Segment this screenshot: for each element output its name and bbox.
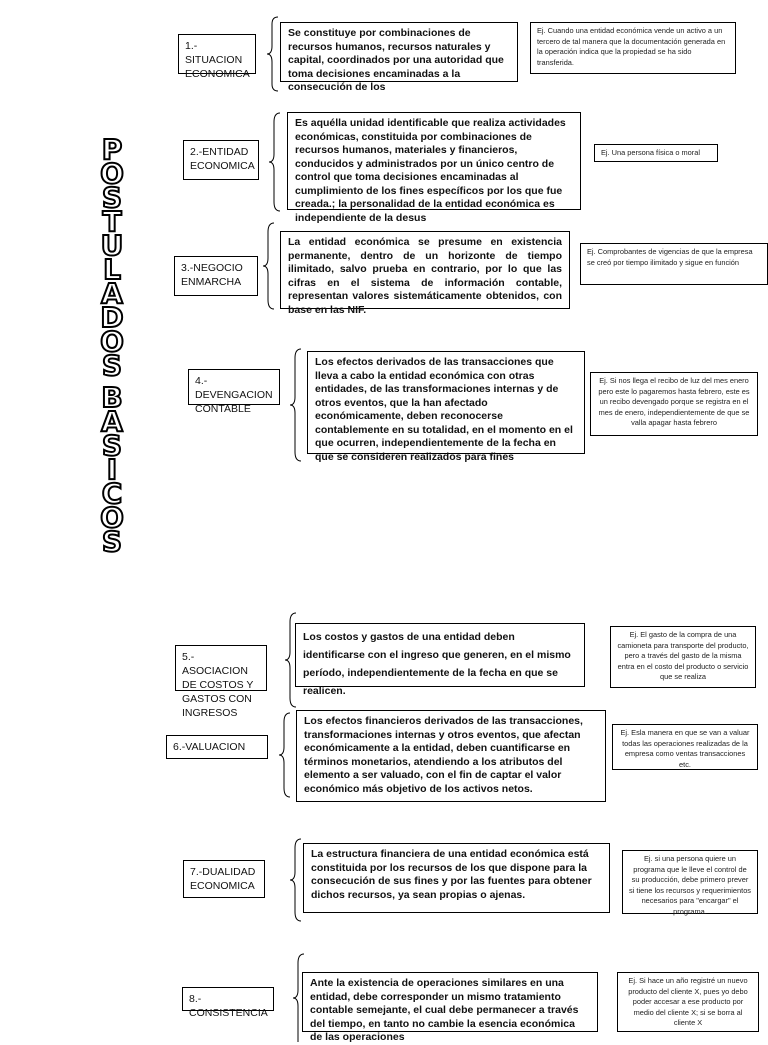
- curly-brace: [278, 712, 292, 798]
- title-letter: S: [101, 525, 123, 558]
- postulado-label: 6.-VALUACION: [166, 735, 268, 759]
- title-letter: A: [101, 277, 123, 310]
- title-letter: S: [101, 429, 123, 462]
- title-letter: U: [100, 229, 124, 262]
- title-letter: D: [100, 301, 124, 334]
- postulado-example: Ej. Una persona física o moral: [594, 144, 718, 162]
- title-letter: O: [100, 325, 124, 358]
- postulado-definition: Los costos y gastos de una entidad deben identificarse con el ingreso que generen, en el mismo período, independientemente de la fecha en que se realicen.: [295, 623, 585, 687]
- title-letter: L: [103, 253, 121, 286]
- postulado-label: 4.-DEVENGACION CONTABLE: [188, 369, 280, 405]
- vertical-title: [88, 133, 136, 558]
- title-letter: C: [101, 477, 123, 510]
- postulado-example: Ej. El gasto de la compra de una camioneta para transporte del producto, pero a través del gasto de la misma entra en el costo del producto o servicio que se realiza: [610, 626, 756, 688]
- curly-brace: [289, 348, 303, 462]
- title-letter: O: [100, 501, 124, 534]
- postulado-definition: Los efectos financieros derivados de las transacciones, transformaciones internas y otros eventos, que afectan económicamente a la entidad, deben cuantificarse en términos monetarios, atendiendo a los atributos del elemento a ser valuado, con el fin de captar el valor económico más objetivo de los activos netos.: [296, 710, 606, 802]
- postulado-example: Ej. Esla manera en que se van a valuar todas las operaciones realizadas de la empresa como ventas transacciones etc.: [612, 724, 758, 770]
- title-letter: B: [101, 381, 123, 414]
- postulado-definition: La estructura financiera de una entidad económica está constituida por los recursos de los que dispone para la consecución de sus fines y por las fuentes para obtener dichos recursos, ya sean propias o ajenas.: [303, 843, 610, 913]
- title-letter: I: [106, 453, 118, 486]
- postulado-label: 3.-NEGOCIO ENMARCHA: [174, 256, 258, 296]
- postulado-label: 5.-ASOCIACION DE COSTOS Y GASTOS CON INGRESOS: [175, 645, 267, 691]
- postulado-definition: La entidad económica se presume en existencia permanente, dentro de un horizonte de tiempo ilimitado, salvo prueba en contrario, por lo que las cifras en el sistema de información contable, representan valores sistemáticamente obtenidos, con base en las NIF.: [280, 231, 570, 309]
- postulado-label: 1.-SITUACION ECONOMICA: [178, 34, 256, 74]
- postulado-definition: Se constituye por combinaciones de recursos humanos, recursos naturales y capital, coordinados por una autoridad que toma decisiones encaminadas a la consecución de los: [280, 22, 518, 82]
- postulado-definition: Es aquélla unidad identificable que realiza actividades económicas, constituida por combinaciones de recursos humanos, materiales y financieros, conducidos y administrados por un único centro de control que toma decisiones encaminadas al cumplimiento de los fines específicos por los que fue creada.; la personalidad de la entidad económica es independiente de la desus: [287, 112, 581, 210]
- postulado-example: Ej. si una persona quiere un programa que le lleve el control de su producción, debe primero prever si tiene los recursos y requerimientos necesarios para "encargar" el programa.: [622, 850, 758, 914]
- curly-brace: [262, 222, 276, 310]
- curly-brace: [289, 838, 303, 922]
- postulado-example: Ej. Si hace un año registré un nuevo producto del cliente X, pues yo debo poder accesar a ese producto por medio del cliente X; si se borra al cliente X: [617, 972, 759, 1032]
- postulado-definition: Los efectos derivados de las transacciones que lleva a cabo la entidad económica con otras entidades, de las transformaciones internas y de otros eventos, que la han afectado económicamente, deben reconocerse contablemente en su totalidad, en el momento en el que ocurren, independientemente de la fecha en que se consideren realizados para fines: [307, 351, 585, 454]
- postulado-example: Ej. Si nos llega el recibo de luz del mes enero pero este lo pagaremos hasta febrero, este es un recibo devengado porque se registra en el mes de enero, independientemente de que se valla apagar hasta febrero: [590, 372, 758, 436]
- postulado-label: 2.-ENTIDAD ECONOMICA: [183, 140, 259, 180]
- title-letter: T: [102, 205, 122, 238]
- postulado-definition: Ante la existencia de operaciones similares en una entidad, debe corresponder un mismo tratamiento contable semejante, el cual debe permanecer a través del tiempo, en tanto no cambie la esencia económica de las operaciones: [302, 972, 598, 1032]
- title-letter: P: [101, 133, 123, 166]
- postulado-label: 8.-CONSISTENCIA: [182, 987, 274, 1011]
- postulado-label: 7.-DUALIDAD ECONOMICA: [183, 860, 265, 898]
- title-word-postulados: [100, 133, 124, 382]
- title-letter: S: [101, 349, 123, 382]
- title-letter: O: [100, 157, 124, 190]
- title-word-basicos: [100, 381, 124, 558]
- title-letter: A: [101, 405, 123, 438]
- curly-brace: [266, 16, 280, 92]
- postulado-example: Ej. Comprobantes de vigencias de que la empresa se creó por tiempo ilimitado y sigue en función: [580, 243, 768, 285]
- postulado-example: Ej. Cuando una entidad económica vende un activo a un tercero de tal manera que la documentación generada en la operación indica que la propiedad se ha sido transferida.: [530, 22, 736, 74]
- curly-brace: [268, 112, 282, 212]
- title-letter: S: [101, 181, 123, 214]
